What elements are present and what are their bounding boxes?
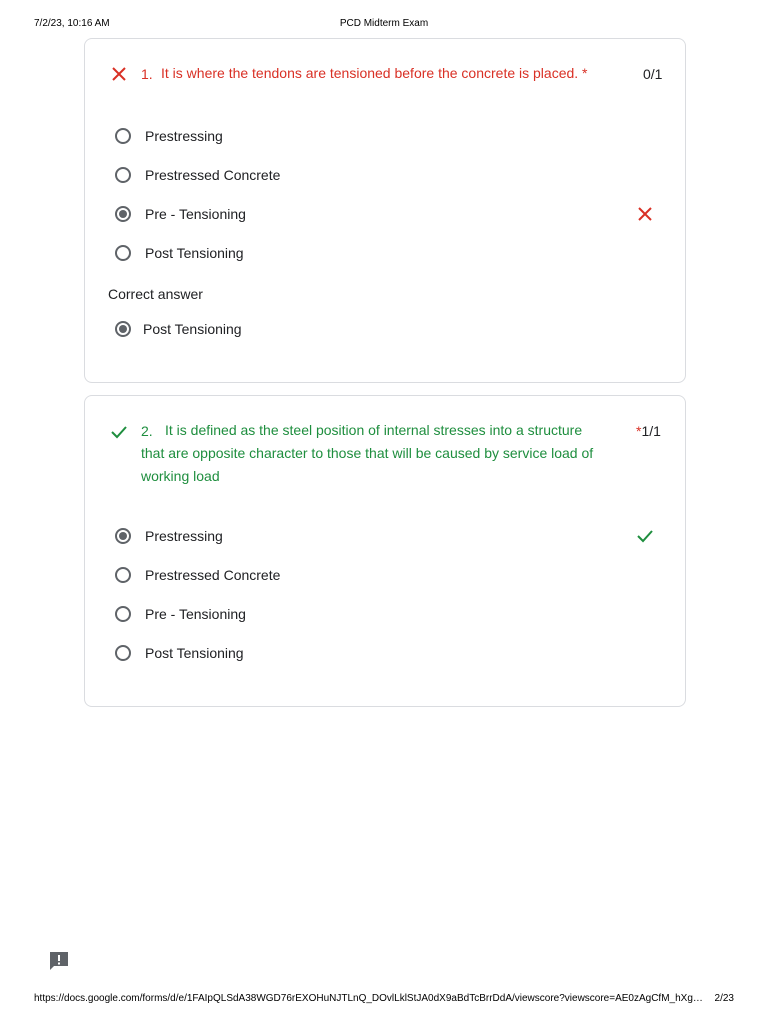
option-label: Prestressing: [145, 128, 223, 144]
page-url: https://docs.google.com/forms/d/e/1FAIpQLSdA38WGD76rEXOHuNJTLnQ_DOvlLklStJA0dX9aBdTcBrrDdA/viewscore?viewscore=AE0zAgCfM_hXg…: [34, 993, 703, 1004]
radio-unchecked[interactable]: [115, 167, 131, 183]
radio-unchecked[interactable]: [115, 567, 131, 583]
score-value: 1/1: [641, 423, 661, 439]
question-text: [141, 419, 631, 488]
option-prestressed-concrete[interactable]: [115, 566, 655, 588]
option-label: Pre - Tensioning: [145, 606, 246, 622]
question-score: [636, 423, 661, 439]
option-label: Post Tensioning: [145, 245, 244, 261]
option-label: Prestressed Concrete: [145, 167, 281, 183]
option-post-tensioning[interactable]: [115, 644, 655, 666]
correct-answer-option: [115, 320, 415, 342]
option-prestressed-concrete[interactable]: [115, 166, 655, 188]
radio-unchecked[interactable]: [115, 128, 131, 144]
question-number: 2.: [141, 423, 153, 439]
question-text-line: that are opposite character to those that will be caused by service load of: [141, 445, 594, 461]
close-icon: [109, 64, 129, 84]
question-text-line: working load: [141, 468, 220, 484]
radio-unchecked[interactable]: [115, 245, 131, 261]
question-card-1: [84, 38, 686, 383]
option-pre-tensioning[interactable]: [115, 205, 655, 227]
question-card-2: [84, 395, 686, 707]
option-prestressing[interactable]: [115, 127, 655, 149]
print-title: PCD Midterm Exam: [339, 18, 429, 29]
print-header: [34, 18, 734, 32]
option-post-tensioning[interactable]: [115, 244, 655, 266]
page-number: 2/23: [714, 993, 734, 1004]
option-label: Post Tensioning: [145, 645, 244, 661]
radio-checked[interactable]: [115, 206, 131, 222]
question-number: 1.: [141, 66, 153, 82]
radio-checked: [115, 321, 131, 337]
correct-answer-label: Post Tensioning: [143, 321, 242, 337]
option-label: Pre - Tensioning: [145, 206, 246, 222]
correct-answer-heading: Correct answer: [108, 286, 203, 302]
question-score: 0/1: [643, 66, 663, 82]
option-label: Prestressing: [145, 528, 223, 544]
radio-checked[interactable]: [115, 528, 131, 544]
option-label: Prestressed Concrete: [145, 567, 281, 583]
option-prestressing[interactable]: [115, 527, 655, 549]
radio-unchecked[interactable]: [115, 645, 131, 661]
check-icon: [636, 527, 654, 545]
question-text: It is where the tendons are tensioned before the concrete is placed. *: [161, 65, 588, 81]
close-icon: [636, 205, 654, 223]
required-asterisk: *: [636, 423, 642, 439]
option-pre-tensioning[interactable]: [115, 605, 655, 627]
radio-unchecked[interactable]: [115, 606, 131, 622]
print-date: 7/2/23, 10:16 AM: [34, 18, 110, 29]
report-feedback-icon[interactable]: [48, 950, 70, 972]
question-text-line: It is defined as the steel position of internal stresses into a structure: [165, 422, 583, 438]
check-icon: [109, 422, 129, 442]
